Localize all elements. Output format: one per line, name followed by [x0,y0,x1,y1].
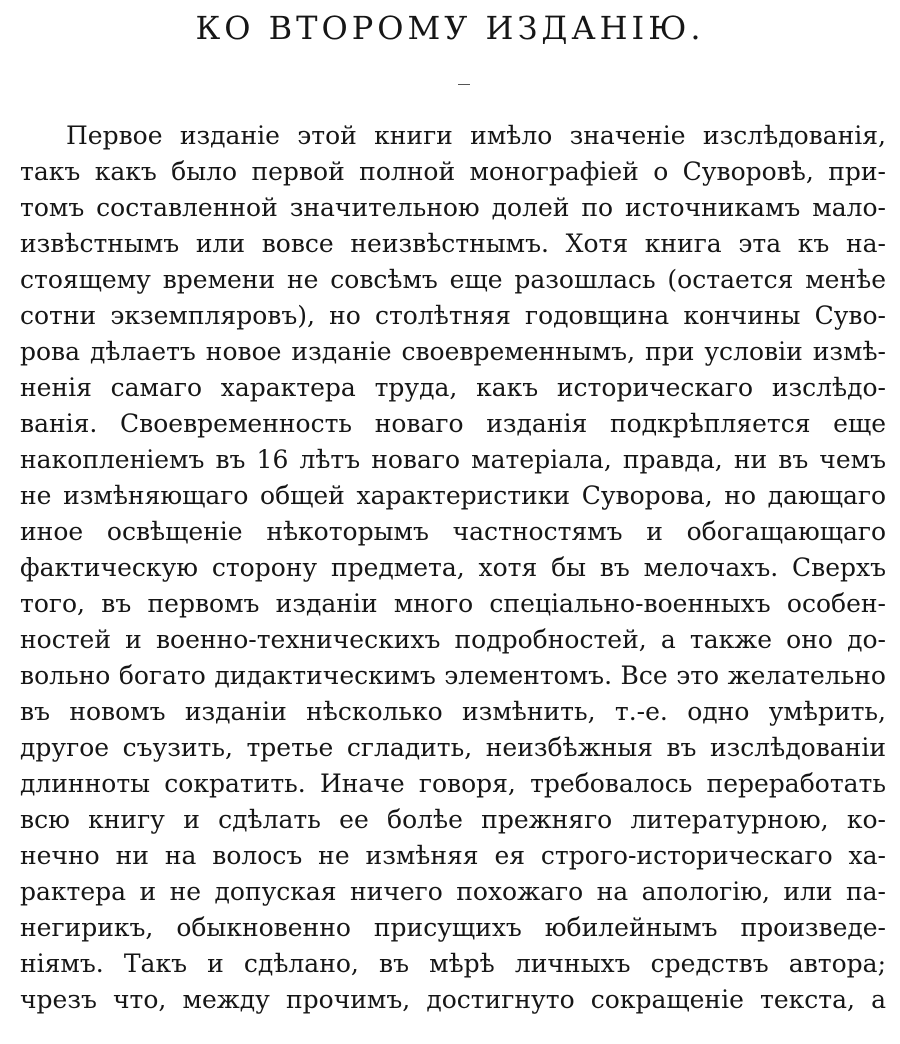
text-line: рова дѣлаетъ новое изданіе своевременнымъ, при условіи измѣ- [20,337,886,366]
text-line: ностей и военно-техническихъ подробностей, а также оно до- [20,625,886,654]
body-paragraph [20,118,886,1018]
page-heading: КО ВТОРОМУ ИЗДАНІЮ. [195,9,705,47]
text-line: ванія. Своевременность новаго изданія подкрѣпляется еще [20,409,886,438]
text-line: извѣстнымъ или вовсе неизвѣстнымъ. Хотя книга эта къ на- [20,229,886,258]
text-line: не измѣняющаго общей характеристики Суворова, но дающаго [20,481,886,510]
text-line: ненія самаго характера труда, какъ историческаго изслѣдо- [20,373,886,402]
text-line: чрезъ что, между прочимъ, достигнуто сокращеніе текста, а [20,985,886,1014]
text-line: того, въ первомъ изданіи много спеціально-военныхъ особен- [20,589,886,618]
text-line: вольно богато дидактическимъ элементомъ. Все это желательно [20,661,886,690]
text-line: Первое изданіе этой книги имѣло значеніе изслѣдованія, [66,121,886,150]
text-line: нечно ни на волосъ не измѣняя ея строго-историческаго ха- [20,841,886,870]
text-line: стоящему времени не совсѣмъ еще разошлась (остается менѣе [20,265,886,294]
text-line: всю книгу и сдѣлать ее болѣе прежняго литературною, ко- [20,805,886,834]
text-line: негирикъ, обыкновенно присущихъ юбилейнымъ произведе- [20,913,886,942]
text-line: томъ составленной значительною долей по источникамъ мало- [20,193,886,222]
text-line: накопленіемъ въ 16 лѣтъ новаго матеріала, правда, ни въ чемъ [20,445,886,474]
text-line: рактера и не допуская ничего похожаго на апологію, или па- [20,877,886,906]
text-line: такъ какъ было первой полной монографіей о Суворовѣ, при- [20,157,886,186]
heading-divider [458,84,470,85]
text-line: сотни экземпляровъ), но столѣтняя годовщина кончины Суво- [20,301,886,330]
text-line: длинноты сократить. Иначе говоря, требовалось переработать [20,769,886,798]
text-line: ніямъ. Такъ и сдѣлано, въ мѣрѣ личныхъ средствъ автора; [20,949,886,978]
text-line: фактическую сторону предмета, хотя бы въ мелочахъ. Сверхъ [20,553,886,582]
text-line: иное освѣщеніе нѣкоторымъ частностямъ и обогащающаго [20,517,886,546]
text-line: другое съузить, третье сгладить, неизбѣжныя въ изслѣдованіи [20,733,886,762]
text-line: въ новомъ изданіи нѣсколько измѣнить, т.-е. одно умѣрить, [20,697,886,726]
